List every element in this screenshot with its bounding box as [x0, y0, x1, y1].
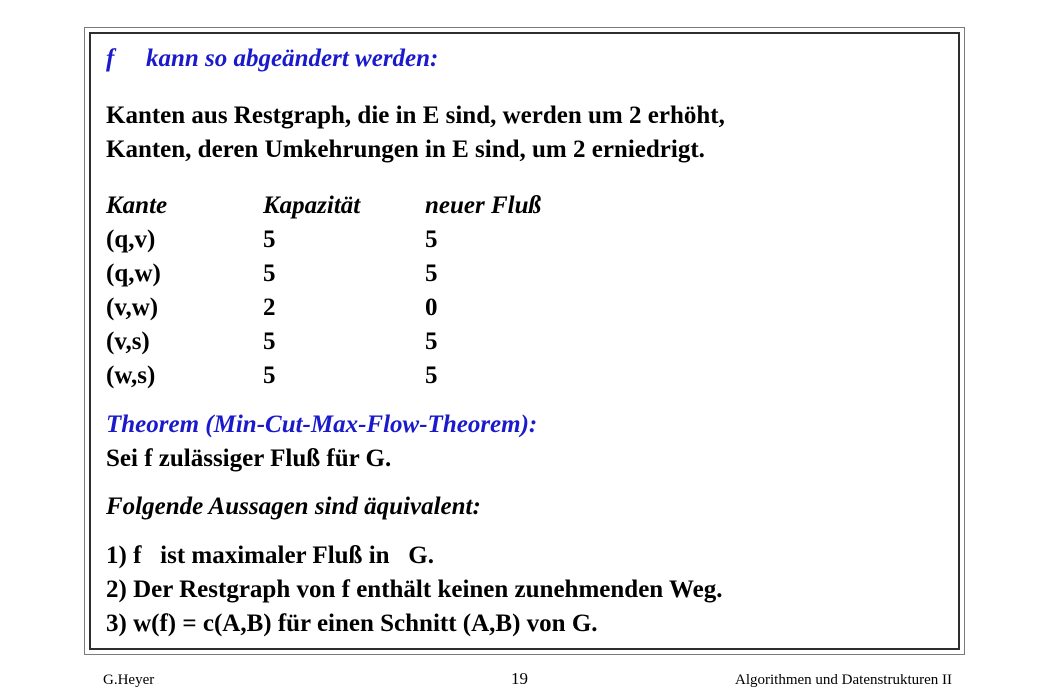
- table-cell-kante: (q,w): [106, 260, 161, 287]
- table-row: [106, 363, 906, 391]
- table-cell-kapazitaet: 2: [263, 294, 276, 321]
- footer-author: G.Heyer: [103, 672, 155, 688]
- table-cell-kante: (v,w): [106, 294, 159, 321]
- footer-course: Algorithmen und Datenstrukturen II: [735, 672, 953, 688]
- table-cell-fluss: 5: [425, 328, 438, 355]
- table-cell-kante: (w,s): [106, 362, 156, 389]
- table-row: [106, 329, 906, 357]
- table-header-kapazitaet: Kapazität: [263, 192, 361, 219]
- theorem-title: Theorem (Min-Cut-Max-Flow-Theorem):: [106, 411, 538, 438]
- table-cell-fluss: 0: [425, 294, 438, 321]
- statement-3: 3) w(f) = c(A,B) für einen Schnitt (A,B) von G.: [106, 610, 598, 637]
- table-cell-kante: (q,v): [106, 226, 156, 253]
- statement-2: 2) Der Restgraph von f enthält keinen zunehmenden Weg.: [106, 576, 723, 603]
- table-header-kante: Kante: [106, 192, 168, 219]
- table-cell-fluss: 5: [425, 260, 438, 287]
- paragraph-line-2: Kanten, deren Umkehrungen in E sind, um 2 erniedrigt.: [106, 136, 705, 163]
- slide-heading: [106, 46, 438, 71]
- table-row: [106, 227, 906, 255]
- table-row: [106, 261, 906, 289]
- table-cell-kapazitaet: 5: [263, 328, 276, 355]
- table-header-neuer-fluss: neuer Fluß: [425, 192, 542, 219]
- table-cell-fluss: 5: [425, 226, 438, 253]
- table-cell-fluss: 5: [425, 362, 438, 389]
- paragraph-line-1: Kanten aus Restgraph, die in E sind, werden um 2 erhöht,: [106, 102, 725, 129]
- equivalence-heading: Folgende Aussagen sind äquivalent:: [106, 493, 481, 520]
- table-cell-kapazitaet: 5: [263, 226, 276, 253]
- table-cell-kapazitaet: 5: [263, 260, 276, 287]
- table-cell-kapazitaet: 5: [263, 362, 276, 389]
- footer-page-number: 19: [511, 669, 528, 688]
- table-row: [106, 295, 906, 323]
- heading-variable: f: [106, 45, 115, 72]
- statement-1: 1) f ist maximaler Fluß in G.: [106, 542, 435, 569]
- table-header-row: [106, 193, 906, 221]
- table-cell-kante: (v,s): [106, 328, 150, 355]
- heading-text: kann so abgeändert werden:: [146, 45, 439, 72]
- theorem-statement: Sei f zulässiger Fluß für G.: [106, 445, 392, 472]
